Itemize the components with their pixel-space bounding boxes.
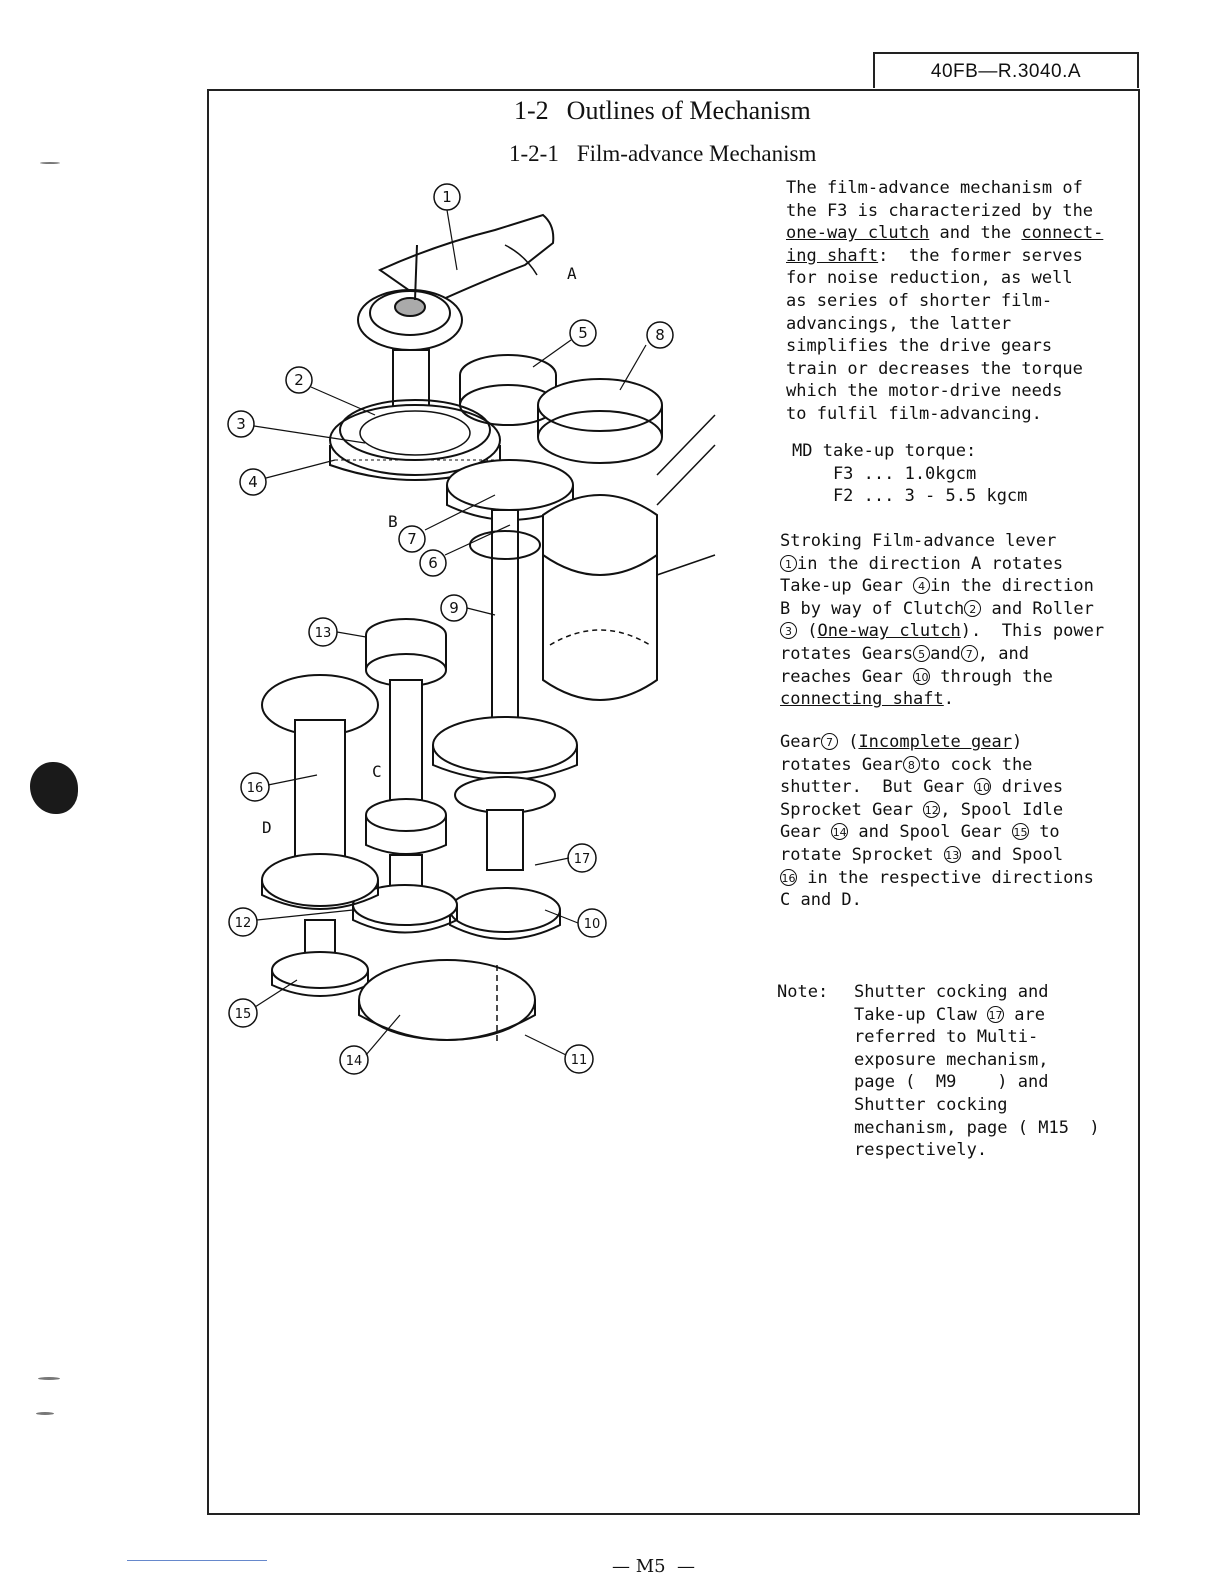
note-body: Shutter cocking and Take-up Claw 17 are referred to Multi- exposure mechanism, page ( M9 ) and Shutter cocking mechanism, page ( M15 ) respectively.: [854, 982, 1100, 1161]
torque-spec: MD take-up torque: F3 ... 1.0kgcm F2 ... 3 - 5.5 kgcm: [792, 441, 1028, 507]
callout-2: 2: [294, 371, 304, 389]
callout-9: 9: [449, 599, 459, 617]
callout-7: 7: [407, 530, 417, 548]
callout-8: 8: [655, 326, 665, 344]
note-label: Note:: [777, 982, 829, 1002]
callout-6: 6: [428, 554, 438, 572]
label-a: A: [567, 264, 577, 283]
callout-15: 15: [234, 1007, 252, 1022]
callout-12: 12: [234, 916, 252, 931]
intro-paragraph: The film-advance mechanism of the F3 is characterized by the one-way clutch and the connect- ing shaft: the former serves for noise reduction, as well as series of shorter film- advancings, the latter simplifies the drive gears train or decreases the torque which the motor-drive needs to fulfil film-advancing.: [786, 178, 1104, 424]
callout-17: 17: [573, 852, 591, 867]
label-d: D: [262, 818, 272, 837]
callout-5: 5: [578, 324, 588, 342]
scan-speck: [36, 1412, 54, 1415]
callout-16: 16: [246, 781, 264, 796]
callout-4: 4: [248, 473, 258, 491]
scan-blot: [30, 762, 78, 814]
subsection-title: 1-2-1 Film-advance Mechanism: [509, 141, 817, 166]
scan-speck: [38, 1377, 60, 1380]
callout-1: 1: [442, 188, 452, 206]
scan-underline: [127, 1560, 267, 1561]
page-number: — M5 —: [612, 1556, 696, 1577]
scan-speck: [40, 162, 60, 164]
label-b: B: [388, 512, 398, 531]
callout-10: 10: [583, 917, 601, 932]
callout-3: 3: [236, 415, 246, 433]
stroking-paragraph: Stroking Film-advance lever 1 in the direction A rotates Take-up Gear 4 in the direction B by way of Clutch 2 and Roller 3 (One-way clutch). This power rotates Gears 5 and 7 , and reaches Gear 10 through the connecting shaft.: [780, 531, 1105, 710]
callout-13: 13: [314, 626, 332, 641]
gear7-paragraph: Gear 7 (Incomplete gear) rotates Gear 8 to cock the shutter. But Gear 10 drives Sprocket Gear 12, Spool Idle Gear 14 and Spool Gear 15 to rotate Sprocket 13 and Spool 16 in the respective directions C and D.: [780, 732, 1094, 911]
label-c: C: [372, 762, 382, 781]
section-title: 1-2 Outlines of Mechanism: [514, 96, 811, 125]
document-code: 40FB—R.3040.A: [873, 52, 1139, 88]
film-advance-mechanism-diagram: [225, 175, 725, 1095]
callout-11: 11: [570, 1053, 588, 1068]
callout-14: 14: [345, 1054, 363, 1069]
